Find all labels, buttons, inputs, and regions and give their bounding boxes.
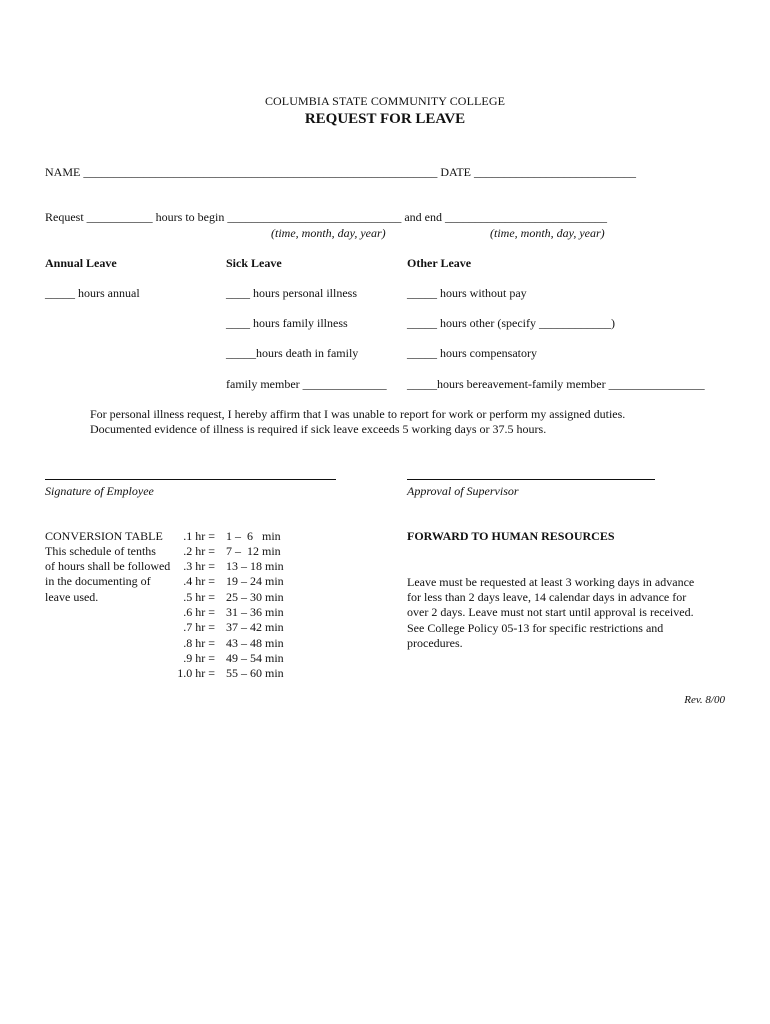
policy-line-4: See College Policy 05-13 for specific restrictions and [407,621,664,635]
conversion-hours: .5 hr = [183,590,215,604]
supervisor-approval-label: Approval of Supervisor [407,484,519,498]
policy-line-3: over 2 days. Leave must not start until approval is received. [407,605,694,619]
name-date-field[interactable]: NAME ___________________________________________________________ DATE ___________________________ [45,165,636,179]
begin-date-hint: (time, month, day, year) [271,226,386,240]
family-illness-field[interactable]: ____ hours family illness [226,316,348,330]
other-specify-field[interactable]: _____ hours other (specify ____________) [407,316,615,330]
conversion-minutes: 55 – 60 min [226,666,284,680]
affirmation-line-1: For personal illness request, I hereby affirm that I was unable to report for work or perform my assigned duties. [90,407,626,421]
bereavement-field[interactable]: _____hours bereavement-family member ________________ [407,377,705,391]
conversion-minutes: 37 – 42 min [226,620,284,634]
conversion-minutes: 19 – 24 min [226,574,284,588]
conversion-note: leave used. [45,590,99,604]
conversion-minutes: 43 – 48 min [226,636,284,650]
conversion-hours: .1 hr = [183,529,215,543]
end-date-hint: (time, month, day, year) [490,226,605,240]
other-leave-heading: Other Leave [407,256,472,270]
conversion-hours: .8 hr = [183,636,215,650]
conversion-minutes: 25 – 30 min [226,590,284,604]
annual-hours-field[interactable]: _____ hours annual [45,286,140,300]
family-member-field[interactable]: family member ______________ [226,377,387,391]
conversion-minutes: 31 – 36 min [226,605,284,619]
employee-signature-label: Signature of Employee [45,484,154,498]
request-hours-field[interactable]: Request ___________ hours to begin _____________________________ and end ___________________________ [45,210,607,224]
conversion-minutes: 7 – 12 min [226,544,281,558]
policy-line-1: Leave must be requested at least 3 working days in advance [407,575,695,589]
conversion-hours: .9 hr = [183,651,215,665]
personal-illness-field[interactable]: ____ hours personal illness [226,286,357,300]
affirmation-line-2: Documented evidence of illness is required if sick leave exceeds 5 working days or 37.5 hours. [90,422,547,436]
conversion-note: of hours shall be followed [45,559,171,573]
conversion-hours: 1.0 hr = [177,666,215,680]
conversion-hours: .7 hr = [183,620,215,634]
conversion-hours: .3 hr = [183,559,215,573]
without-pay-field[interactable]: _____ hours without pay [407,286,527,300]
conversion-note: This schedule of tenths [45,544,156,558]
annual-leave-heading: Annual Leave [45,256,117,270]
compensatory-field[interactable]: _____ hours compensatory [407,346,537,360]
sick-leave-heading: Sick Leave [226,256,282,270]
form-title: REQUEST FOR LEAVE [304,111,466,127]
supervisor-signature-line[interactable] [407,479,655,480]
conversion-minutes: 13 – 18 min [226,559,284,573]
conversion-hours: .4 hr = [183,574,215,588]
forward-hr-heading: FORWARD TO HUMAN RESOURCES [407,529,615,543]
conversion-hours: .6 hr = [183,605,215,619]
death-in-family-field[interactable]: _____hours death in family [226,346,359,360]
policy-line-5: procedures. [407,636,463,650]
college-name: COLUMBIA STATE COMMUNITY COLLEGE [264,94,506,108]
policy-line-2: for less than 2 days leave, 14 calendar days in advance for [407,590,687,604]
employee-signature-line[interactable] [45,479,336,480]
conversion-minutes: 1 – 6 min [226,529,281,543]
conversion-note: in the documenting of [45,574,151,588]
conversion-minutes: 49 – 54 min [226,651,284,665]
conversion-label: CONVERSION TABLE [45,529,163,543]
conversion-hours: .2 hr = [183,544,215,558]
revision-label: Rev. 8/00 [684,694,725,706]
